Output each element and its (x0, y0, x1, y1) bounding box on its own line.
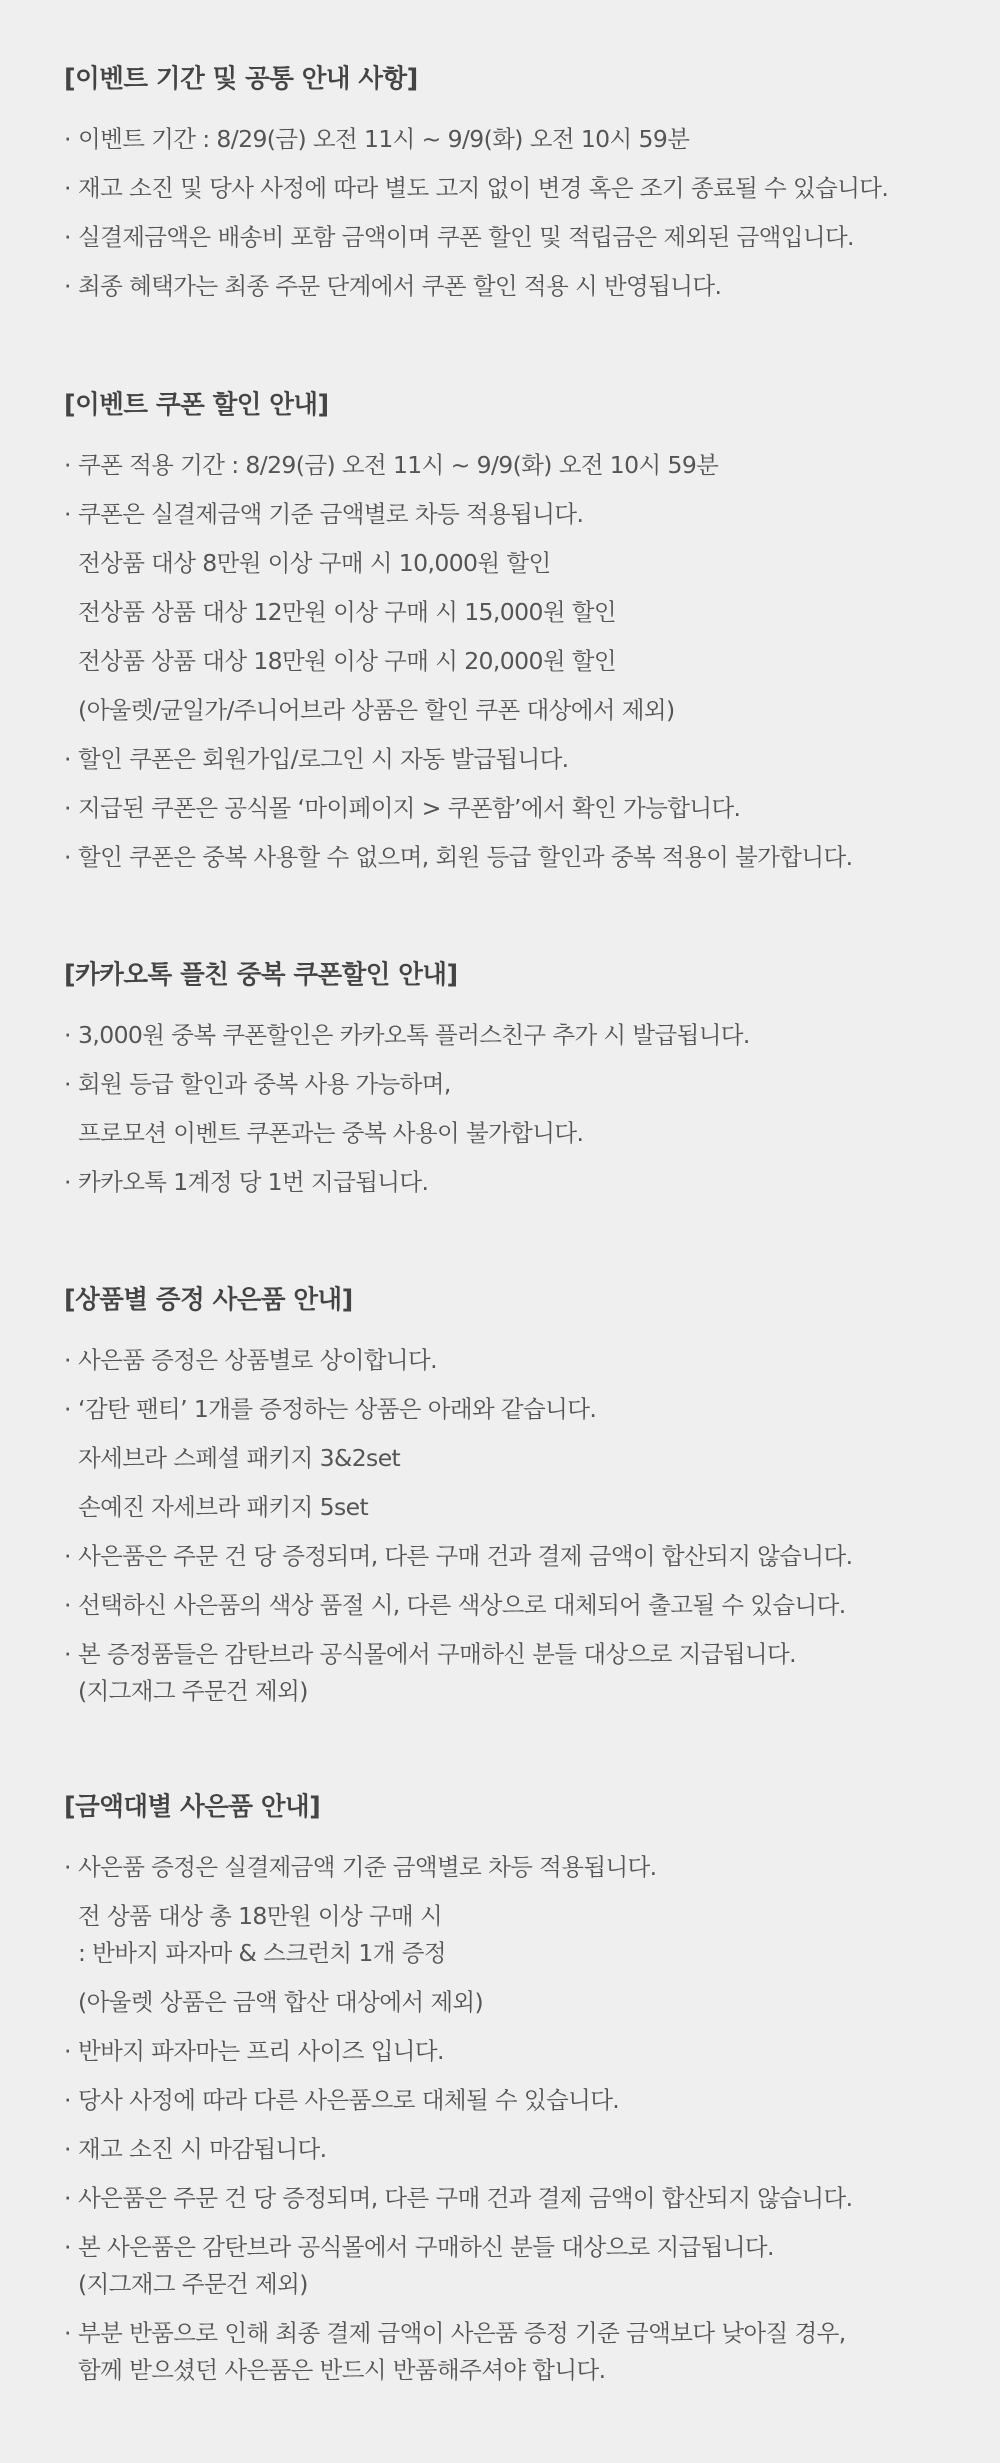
item-text: 최종 혜택가는 최종 주문 단계에서 쿠폰 할인 적용 시 반영됩니다. (78, 272, 722, 300)
bullet-mark: · (64, 2233, 71, 2261)
bullet-mark: · (64, 2319, 71, 2347)
item-text: 이벤트 기간 : 8/29(금) 오전 11시 ~ 9/9(화) 오전 10시 59분 (78, 125, 690, 153)
sub-item (64, 1492, 980, 1522)
bullet-mark: · (64, 1591, 71, 1619)
item-text: 자세브라 스페셜 패키지 3&2set (78, 1444, 401, 1472)
item-text: 카카오톡 1계정 당 1번 지급됩니다. (78, 1168, 429, 1196)
section-items (64, 124, 980, 301)
item-text: 부분 반품으로 인해 최종 결제 금액이 사은품 증정 기준 금액보다 낮아질 경우, (78, 2319, 846, 2347)
item-text: 손예진 자세브라 패키지 5set (78, 1493, 369, 1521)
item-text: 쿠폰 적용 기간 : 8/29(금) 오전 11시 ~ 9/9(화) 오전 10시 59분 (78, 451, 719, 479)
item-text: 회원 등급 할인과 중복 사용 가능하며, (78, 1070, 451, 1098)
item-text: 사은품은 주문 건 당 증정되며, 다른 구매 건과 결제 금액이 합산되지 않습니다. (78, 1542, 853, 1570)
bullet-mark: · (64, 1070, 71, 1098)
sub-item (64, 646, 980, 676)
sub-item (64, 1938, 980, 1968)
item-text: 선택하신 사은품의 색상 품절 시, 다른 색상으로 대체되어 출고될 수 있습니다. (78, 1591, 846, 1619)
item-text: : 반바지 파자마 & 스크런치 1개 증정 (78, 1939, 446, 1967)
section-coupon-discount (64, 388, 980, 891)
item-text: 전상품 상품 대상 12만원 이상 구매 시 15,000원 할인 (78, 598, 617, 626)
section-heading: [금액대별 사은품 안내] (64, 1792, 321, 1822)
section-heading: [카카오톡 플친 중복 쿠폰할인 안내] (64, 960, 458, 990)
item-text: 사은품 증정은 실결제금액 기준 금액별로 차등 적용됩니다. (78, 1853, 657, 1881)
bullet-mark: · (64, 1395, 71, 1423)
bullet-item (64, 842, 980, 872)
section-items (64, 1852, 980, 2385)
bullet-item (64, 499, 980, 529)
item-text: 사은품 증정은 상품별로 상이합니다. (78, 1346, 437, 1374)
sub-item (64, 1118, 980, 1148)
section-kakaotalk-coupon (64, 958, 980, 1216)
bullet-mark: · (64, 223, 71, 251)
item-text: 할인 쿠폰은 중복 사용할 수 없으며, 회원 등급 할인과 중복 적용이 불가합니다. (78, 843, 853, 871)
bullet-mark: · (64, 2086, 71, 2114)
bullet-item (64, 450, 980, 480)
section-amount-gift (64, 1790, 980, 2404)
sub-item (64, 2355, 980, 2385)
bullet-mark: · (64, 1542, 71, 1570)
section-heading: [상품별 증정 사은품 안내] (64, 1285, 353, 1315)
sub-item (64, 1901, 980, 1931)
item-text: 프로모션 이벤트 쿠폰과는 중복 사용이 불가합니다. (78, 1119, 584, 1147)
bullet-mark: · (64, 125, 71, 153)
bullet-mark: · (64, 1346, 71, 1374)
section-heading: [이벤트 기간 및 공통 안내 사항] (64, 64, 418, 94)
section-items (64, 1020, 980, 1197)
bullet-item (64, 2036, 980, 2066)
bullet-item (64, 1345, 980, 1375)
bullet-item (64, 1394, 980, 1424)
bullet-mark: · (64, 1640, 71, 1668)
section-heading: [이벤트 쿠폰 할인 안내] (64, 390, 329, 420)
item-text: 쿠폰은 실결제금액 기준 금액별로 차등 적용됩니다. (78, 500, 584, 528)
bullet-item (64, 124, 980, 154)
bullet-item (64, 2085, 980, 2115)
section-items (64, 450, 980, 872)
sub-item (64, 548, 980, 578)
item-text: 3,000원 중복 쿠폰할인은 카카오톡 플러스친구 추가 시 발급됩니다. (78, 1021, 750, 1049)
bullet-mark: · (64, 2184, 71, 2212)
bullet-item (64, 173, 980, 203)
item-text: 당사 사정에 따라 다른 사은품으로 대체될 수 있습니다. (78, 2086, 620, 2114)
bullet-mark: · (64, 1021, 71, 1049)
bullet-item (64, 1590, 980, 1620)
sub-item (64, 597, 980, 627)
bullet-mark: · (64, 1853, 71, 1881)
sub-item (64, 1676, 980, 1706)
bullet-item (64, 1020, 980, 1050)
item-text: 함께 받으셨던 사은품은 반드시 반품해주셔야 합니다. (78, 2356, 606, 2384)
item-text: 실결제금액은 배송비 포함 금액이며 쿠폰 할인 및 적립금은 제외된 금액입니다. (78, 223, 854, 251)
item-text: 반바지 파자마는 프리 사이즈 입니다. (78, 2037, 444, 2065)
bullet-mark: · (64, 745, 71, 773)
item-text: (지그재그 주문건 제외) (78, 1677, 308, 1705)
section-product-gift (64, 1283, 980, 1725)
sub-item (64, 695, 980, 725)
bullet-mark: · (64, 272, 71, 300)
bullet-mark: · (64, 2037, 71, 2065)
item-text: 지급된 쿠폰은 공식몰 ‘마이페이지 > 쿠폰함’에서 확인 가능합니다. (78, 794, 741, 822)
item-text: 사은품은 주문 건 당 증정되며, 다른 구매 건과 결제 금액이 합산되지 않습니다. (78, 2184, 853, 2212)
bullet-mark: · (64, 794, 71, 822)
sub-item (64, 1987, 980, 2017)
bullet-item (64, 1852, 980, 1882)
bullet-item (64, 2318, 980, 2348)
bullet-item (64, 1069, 980, 1099)
bullet-item (64, 271, 980, 301)
item-text: 본 사은품은 감탄브라 공식몰에서 구매하신 분들 대상으로 지급됩니다. (78, 2233, 774, 2261)
item-text: (지그재그 주문건 제외) (78, 2270, 308, 2298)
bullet-item (64, 1639, 980, 1669)
sub-item (64, 1443, 980, 1473)
sub-item (64, 2269, 980, 2299)
bullet-item (64, 744, 980, 774)
bullet-item (64, 793, 980, 823)
bullet-mark: · (64, 174, 71, 202)
item-text: 전상품 대상 8만원 이상 구매 시 10,000원 할인 (78, 549, 551, 577)
bullet-mark: · (64, 843, 71, 871)
item-text: (아울렛 상품은 금액 합산 대상에서 제외) (78, 1988, 484, 2016)
section-items (64, 1345, 980, 1706)
bullet-mark: · (64, 2135, 71, 2163)
item-text: 할인 쿠폰은 회원가입/로그인 시 자동 발급됩니다. (78, 745, 569, 773)
bullet-mark: · (64, 500, 71, 528)
item-text: (아울렛/균일가/주니어브라 상품은 할인 쿠폰 대상에서 제외) (78, 696, 675, 724)
item-text: 전 상품 대상 총 18만원 이상 구매 시 (78, 1902, 443, 1930)
item-text: 본 증정품들은 감탄브라 공식몰에서 구매하신 분들 대상으로 지급됩니다. (78, 1640, 796, 1668)
bullet-item (64, 2183, 980, 2213)
bullet-item (64, 2134, 980, 2164)
section-event-common-notice (64, 62, 980, 320)
item-text: ‘감탄 팬티’ 1개를 증정하는 상품은 아래와 같습니다. (78, 1395, 597, 1423)
bullet-item (64, 1167, 980, 1197)
item-text: 재고 소진 및 당사 사정에 따라 별도 고지 없이 변경 혹은 조기 종료될 수 있습니다. (78, 174, 889, 202)
bullet-item (64, 222, 980, 252)
bullet-mark: · (64, 1168, 71, 1196)
item-text: 전상품 상품 대상 18만원 이상 구매 시 20,000원 할인 (78, 647, 617, 675)
bullet-mark: · (64, 451, 71, 479)
bullet-item (64, 1541, 980, 1571)
item-text: 재고 소진 시 마감됩니다. (78, 2135, 327, 2163)
bullet-item (64, 2232, 980, 2262)
